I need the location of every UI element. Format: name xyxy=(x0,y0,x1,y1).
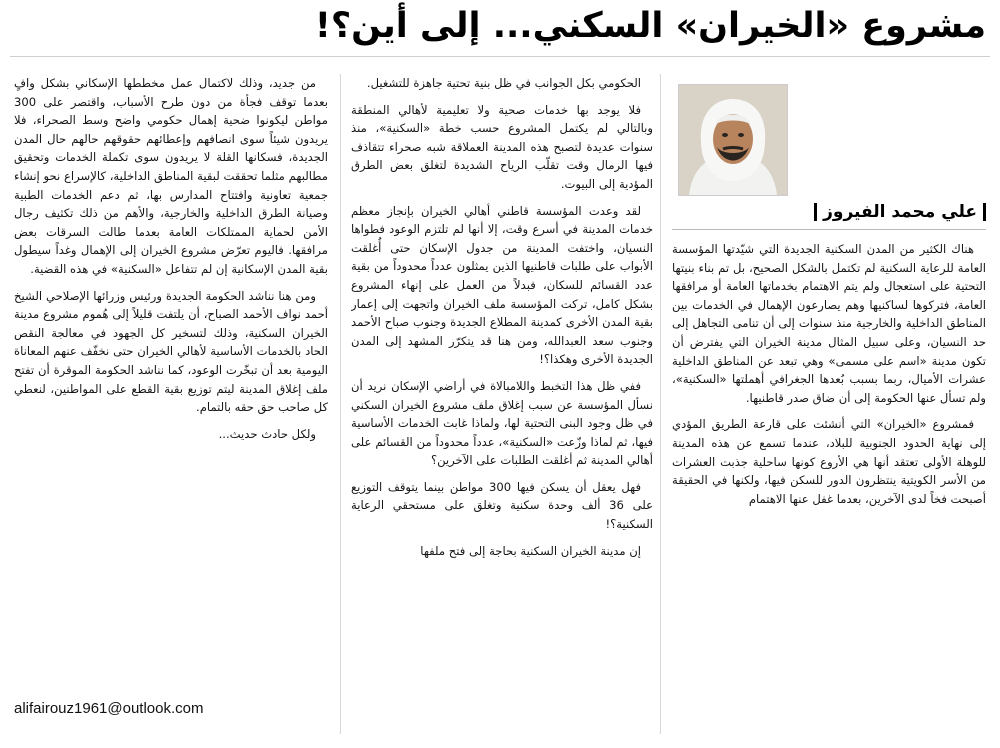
paragraph: من جديد، وذلك لاكتمال عمل مخططها الإسكاني بشكل وافٍ بعدما توقف فجأة من دون طرح الأسباب، واقتصر على 300 مواطن ليكونوا ضحية إهمال حكومي واضح وسط الصحراء، فلا يريدون شيئاً سوى انصافهم وإعطائهم حقوقهم حالهم حال المدن الجديدة، فسكانها القلة لا يريدون سوى تكملة الخدمات وتحقيق مطالبهم مثلما تحققت لبقية المناطق الداخلية، كالإسراع نحو إنشاء جمعية تعاونية وافتتاح المدارس بها، ثم دعم الخدمات الطبية وصيانة الطرق الداخلية والخارجية، والأهم من ذلك تكثيف رجال الأمن لحماية الممتلكات العامة بعدما طالت السرقات بعض مرافقها. فاليوم تعرّض مشروع الخيران إلى الإهمال وغداً سيطول بقية المدن الإسكانية إن لم تتفاعل «السكنية» في هذه القضية. xyxy=(14,76,328,276)
paragraph: فمشروع «الخيران» التي أنشئت على قارعة الطريق المؤدي إلى نهاية الحدود الجنوبية للبلاد، عندما تسمع عن هذه المدينة للوهلة الأولى تعتقد أنها هي الأروع كونها ساحلية جذبت العشرات من الأسر الكويتية ينتظرون الدور للسكن فيها، ولكنها في الحقيقة أصبحت فخاً لدى الآخرين، بعدما غفل عنها الاهتمام xyxy=(672,417,986,506)
paragraph: ففي ظل هذا التخبط واللامبالاة في أراضي الإسكان نريد أن نسأل المؤسسة عن سبب إغلاق ملف مشروع الخيران السكني في ظل وجود البنى التحتية لها، ولماذا غابت الخدمات الأساسية فيها، ثم لماذا وزّعت «السكنية»، عدداً محدوداً من القسائم على أهالي المدينة ثم أغلقت الطلبات على الآخرين؟ xyxy=(351,378,653,468)
paragraph: فلا يوجد بها خدمات صحية ولا تعليمية لأهالي المنطقة وبالتالي لم يكتمل المشروع حسب خطة «السكنية»، منذ سنوات عديدة لتصبح هذه المدينة العملاقة شبه صحراء تتقاذف فيها الرمال وقت تقلّب الرياح الشديدة لتغلق بعض الطرق المؤدية إلى البيوت. xyxy=(351,102,653,191)
author-photo xyxy=(678,84,788,196)
byline-bar-right xyxy=(983,203,986,221)
author-name: علي محمد الفيروز xyxy=(823,202,977,222)
column-divider xyxy=(660,74,661,734)
column-divider xyxy=(340,74,341,734)
article-column-middle xyxy=(351,74,653,740)
author-byline xyxy=(676,200,986,224)
author-email[interactable]: alifairouz1961@outlook.com xyxy=(14,700,204,717)
article-column-left xyxy=(14,74,328,674)
author-portrait-icon xyxy=(679,85,787,195)
paragraph: إن مدينة الخيران السكنية بحاجة إلى فتح ملفها xyxy=(420,543,641,558)
paragraph: هناك الكثير من المدن السكنية الجديدة التي شيّدتها المؤسسة العامة للرعاية السكنية لم تكتمل بالشكل الصحيح، بل تم بناء بنيتها التحتية على استعجال ولم يتم الاهتمام بخدماتها العامة أو مرافقها العامة، فتركوها لساكنيها وهم يصارعون الإهمال في الخدمات بين المناطق الداخلية والخارجية منذ سنوات إلى أن تنامى التجاهل إلى حد النسيان، وعلى سبيل المثال مدينة الخيران التي يفترض أن تكون مدينة «اسم على مسمى» وهي تبعد عن المناطق الداخلية عشرات الأميال، ربما بسبب بُعدها الجغرافي أهملتها «السكنية»، ولم تسأل عنها الحكومة إلى أن ضاق صدر قاطنيها. xyxy=(672,242,986,405)
article-title: مشروع «الخيران» السكني... إلى أين؟! xyxy=(314,6,986,46)
article-column-right xyxy=(672,240,986,740)
byline-divider xyxy=(672,229,986,230)
sign-off: ولكل حادث حديث... xyxy=(218,426,316,441)
paragraph: لقد وعدت المؤسسة قاطني أهالي الخيران بإنجاز معظم خدمات المدينة في أسرع وقت، إلا أنها لم تلتزم الوعود فطواها النسيان، واختفت المدينة من جدول الإسكان حتى أُغلقت الأبواب على طلبات قاطنيها الذين يمثلون عدداً محدوداً من بقية عدد القسائم للسكان، فبدلاً من العمل على إنهاء المشروع بشكل كامل، تركت المؤسسة ملف الخيران واتجهت إلى إعمار بقية المدن الأخرى كمدينة المطلاع الجديدة وجنوب صباح الأحمد وجنوب سعد العبدالله، ومن هنا قد يتكرّر المشهد إلى المدن الجديدة الأخرى وهكذا؟! xyxy=(351,203,653,367)
paragraph: فهل يعقل أن يسكن فيها 300 مواطن بينما يتوقف التوزيع على 36 ألف وحدة سكنية وتغلق على مستحقي الرعاية السكنية؟! xyxy=(351,479,653,532)
paragraph: ومن هنا نناشد الحكومة الجديدة ورئيس وزرائها الإصلاحي الشيخ أحمد نواف الأحمد الصباح، أن يلتفت قليلاً إلى هُموم مشروع مدينة الخيران السكنية، وذلك لتسخير كل الجهود في معالجة النقص الحاد بالخدمات الأساسية لأهالي الخيران حتى نخفّف عنهم المعاناة اليومية بعد أن تبخّرت الوعود، كما نناشد الحكومة الموقرة أن تفتح ملف إغلاق المدينة ليتم توزيع بقية القطع على المواطنين، لنعطي كل صاحب حق حقه بالتمام. xyxy=(14,288,328,415)
title-divider xyxy=(10,56,990,57)
byline-bar-left xyxy=(814,203,817,221)
paragraph: الحكومي بكل الجوانب في ظل بنية تحتية جاهزة للتشغيل. xyxy=(366,76,641,90)
